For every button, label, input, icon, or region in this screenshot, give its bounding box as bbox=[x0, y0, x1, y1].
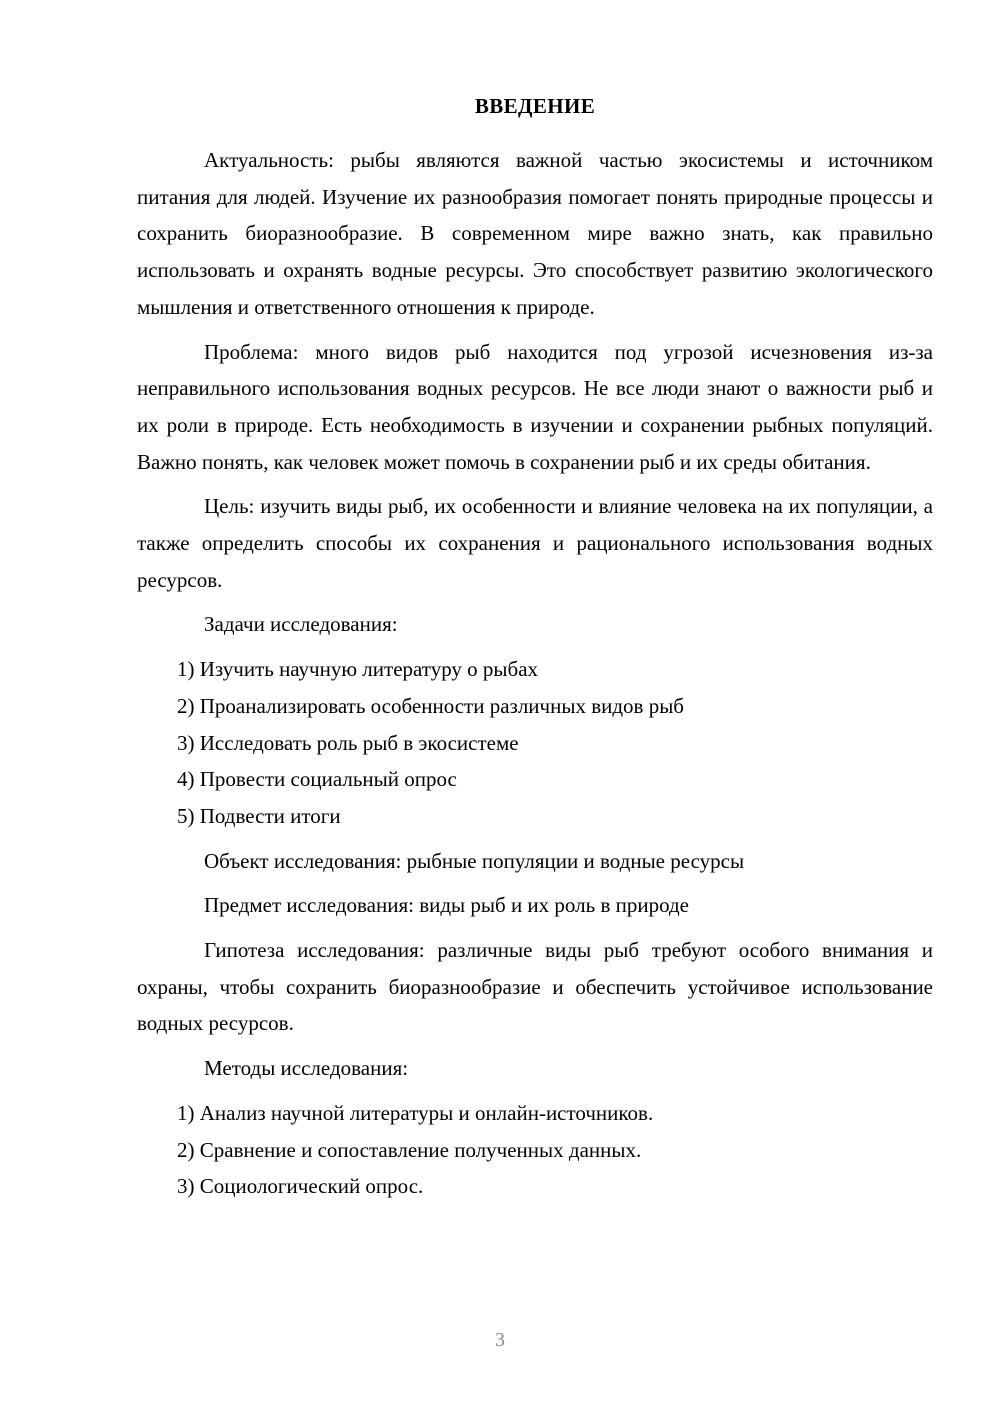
paragraph-goal: Цель: изучить виды рыб, их особенности и влияние человека на их популяции, а также определить способы их сохранения и рационального использования водных ресурсов. bbox=[137, 494, 933, 592]
list-item: 1) Изучить научную литературу о рыбах bbox=[177, 657, 539, 682]
list-item: 3) Исследовать роль рыб в экосистеме bbox=[177, 730, 519, 755]
paragraph-relevance: Актуальность: рыбы являются важной частью экосистемы и источником питания для людей. Изучение их разнообразия помогает понять природные процессы и сохранить биоразнообразие. В современном мире важно знать, как правильно использовать и охранять водные ресурсы. Это способствует развитию экологического мышления и ответственного отношения к природе. bbox=[137, 148, 933, 319]
list-item: 1) Анализ научной литературы и онлайн-источников. bbox=[177, 1100, 654, 1125]
object-of-research-line: Объект исследования: рыбные популяции и водные ресурсы bbox=[204, 848, 745, 873]
page-number: 3 bbox=[495, 1329, 505, 1351]
list-item: 2) Проанализировать особенности различных видов рыб bbox=[177, 693, 684, 718]
tasks-heading: Задачи исследования: bbox=[204, 612, 398, 637]
paragraph-hypothesis: Гипотеза исследования: различные виды рыб требуют особого внимания и охраны, чтобы сохранить биоразнообразие и обеспечить устойчивое использование водных ресурсов. bbox=[137, 938, 933, 1036]
list-item: 3) Социологический опрос. bbox=[177, 1174, 424, 1199]
methods-list bbox=[137, 1095, 933, 1205]
document-body bbox=[137, 92, 933, 1213]
page-title: ВВЕДЕНИЕ bbox=[474, 94, 596, 118]
list-item: 5) Подвести итоги bbox=[177, 803, 341, 828]
list-item: 2) Сравнение и сопоставление полученных данных. bbox=[177, 1137, 642, 1162]
tasks-list bbox=[137, 651, 933, 835]
subject-of-research-line: Предмет исследования: виды рыб и их роль в природе bbox=[204, 893, 689, 918]
paragraph-problem: Проблема: много видов рыб находится под угрозой исчезновения из-за неправильного использования водных ресурсов. Не все люди знают о важности рыб и их роли в природе. Есть необходимость в изучении и сохранении рыбных популяций. Важно понять, как человек может помочь в сохранении рыб и их среды обитания. bbox=[137, 339, 933, 474]
list-item: 4) Провести социальный опрос bbox=[177, 767, 457, 792]
methods-heading: Методы исследования: bbox=[204, 1056, 409, 1081]
